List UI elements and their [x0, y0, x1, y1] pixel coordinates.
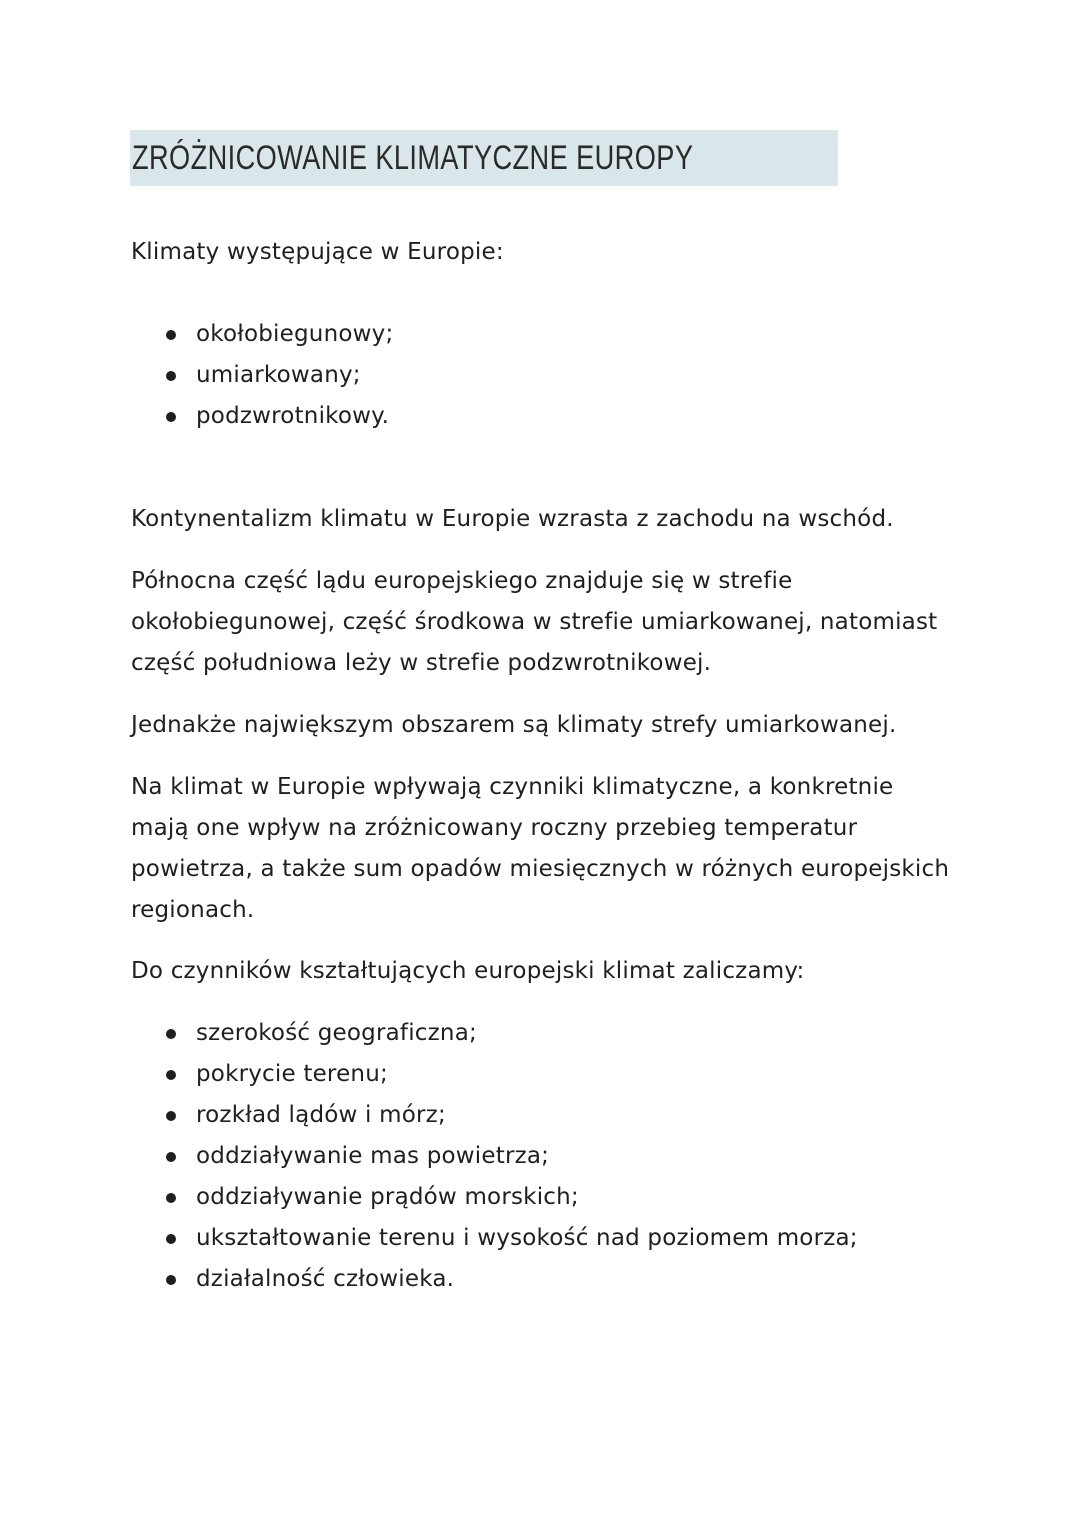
intro-text: Klimaty występujące w Europie: — [131, 239, 504, 265]
factors-intro: Do czynników kształtujących europejski klimat zaliczamy: — [131, 958, 805, 984]
page-title: ZRÓŻNICOWANIE KLIMATYCZNE EUROPY — [132, 138, 694, 177]
paragraph-largest-area: Jednakże największym obszarem są klimaty strefy umiarkowanej. — [131, 712, 897, 738]
climate-list — [160, 314, 393, 437]
paragraph-continentalism: Kontynentalizm klimatu w Europie wzrasta z zachodu na wschód. — [131, 506, 894, 532]
list-item: ukształtowanie terenu i wysokość nad poziomem morza; — [160, 1218, 858, 1259]
list-item: działalność człowieka. — [160, 1259, 858, 1300]
list-item: rozkład lądów i mórz; — [160, 1095, 858, 1136]
list-item: podzwrotnikowy. — [160, 396, 393, 437]
paragraph-zones: Północna część lądu europejskiego znajduje się w strefie okołobiegunowej, część środkowa w strefie umiarkowanej, natomiast część południowa leży w strefie podzwrotnikowej. — [131, 568, 938, 676]
list-item: oddziaływanie mas powietrza; — [160, 1136, 858, 1177]
list-item: umiarkowany; — [160, 355, 393, 396]
paragraph-climate-factors: Na klimat w Europie wpływają czynniki klimatyczne, a konkretnie mają one wpływ na zróżnicowany roczny przebieg temperatur powietrza, a także sum opadów miesięcznych w różnych europejskich regionach. — [131, 774, 950, 923]
list-item: szerokość geograficzna; — [160, 1013, 858, 1054]
list-item: okołobiegunowy; — [160, 314, 393, 355]
list-item: pokrycie terenu; — [160, 1054, 858, 1095]
list-item: oddziaływanie prądów morskich; — [160, 1177, 858, 1218]
title-highlight — [130, 130, 838, 186]
factors-list — [160, 1013, 858, 1300]
